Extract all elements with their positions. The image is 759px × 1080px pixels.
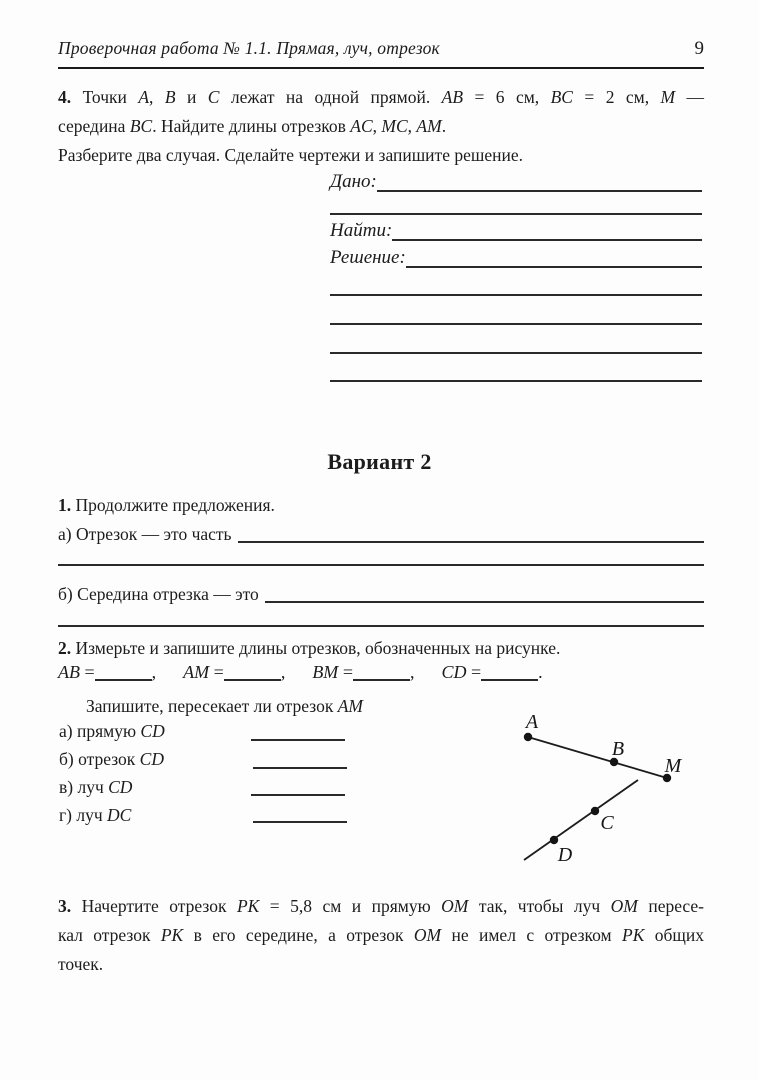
list-item-d: г) луч DC xyxy=(59,805,132,825)
point-b-label: B xyxy=(611,738,625,760)
problem-4 xyxy=(58,83,704,170)
answer-line xyxy=(238,541,704,543)
problem-4-line-3: Разберите два случая. Сделайте чертежи и запишите решение. xyxy=(58,145,523,165)
problem-4-number: 4. xyxy=(58,87,72,107)
point-c-label: C xyxy=(600,812,614,834)
measure-cd: CD = . xyxy=(441,662,543,682)
segment-am-line xyxy=(528,737,667,778)
answer-line xyxy=(330,325,702,354)
list-item-c: в) луч CD xyxy=(59,777,133,797)
answer-line xyxy=(330,296,702,325)
problem-4-line-1: 4. Точки A, B и C лежат на одной прямой. AB = 6 см, BC = 2 см, M — xyxy=(58,87,705,107)
problem-3-line-2: кал отрезок PK в его середине, а отрезок OM не имел с отрезком PK общих xyxy=(58,925,705,945)
answer-line xyxy=(251,794,345,796)
header-title: Проверочная работа № 1.1. Прямая, луч, отрезок xyxy=(58,38,440,58)
answer-line xyxy=(253,821,347,823)
answer-line xyxy=(58,564,704,566)
given-find-solution-block xyxy=(330,170,702,382)
problem-3-line-1: 3. Начертите отрезок PK = 5,8 см и прямую OM так, чтобы луч OM пересе- xyxy=(58,896,705,916)
find-row xyxy=(330,215,702,241)
problem-1-intro: 1. Продолжите предложения. xyxy=(58,495,275,515)
answer-line xyxy=(58,625,704,627)
answer-line xyxy=(253,767,347,769)
point-d-label: D xyxy=(557,844,573,866)
problem-2-number: 2. xyxy=(58,638,72,658)
list-item-b: б) отрезок CD xyxy=(59,749,164,769)
answer-line xyxy=(330,354,702,382)
answer-line xyxy=(330,268,702,296)
point-c-dot xyxy=(591,807,599,815)
point-a-label: A xyxy=(525,711,539,733)
point-a-dot xyxy=(524,733,532,741)
find-label: Найти: xyxy=(330,220,393,241)
problem-2-measure-row xyxy=(58,661,543,683)
page-header xyxy=(58,38,704,69)
problem-3-number: 3. xyxy=(58,896,72,916)
measure-am: AM = , xyxy=(183,662,286,682)
answer-line xyxy=(95,664,152,681)
measure-bm: BM = , xyxy=(312,662,415,682)
answer-line xyxy=(353,664,410,681)
problem-2-intro: 2. Измерьте и запишите длины отрезков, обозначенных на рисунке. xyxy=(58,638,561,658)
problem-1-number: 1. xyxy=(58,495,72,515)
answer-line xyxy=(251,739,345,741)
problem-3-line-3: точек. xyxy=(58,954,104,974)
answer-line xyxy=(481,664,538,681)
given-row xyxy=(330,170,702,192)
answer-line xyxy=(265,601,704,603)
answer-line xyxy=(330,192,702,215)
problem-3 xyxy=(58,892,704,979)
segments-figure xyxy=(455,698,725,878)
given-answer-line xyxy=(377,190,702,192)
given-label: Дано: xyxy=(330,171,377,192)
list-item-a: а) прямую CD xyxy=(59,721,165,741)
find-answer-line xyxy=(392,239,702,241)
measure-ab: AB = , xyxy=(58,662,157,682)
solution-answer-line xyxy=(406,266,702,268)
problem-4-line-2: середина BC. Найдите длины отрезков AC, MC, AM. xyxy=(58,116,447,136)
problem-1-item-b: б) Середина отрезка — это xyxy=(58,578,704,604)
variant-title: Вариант 2 xyxy=(327,449,432,474)
problem-1-item-a: а) Отрезок — это часть xyxy=(58,518,704,544)
answer-line xyxy=(224,664,281,681)
solution-label: Решение: xyxy=(330,247,406,268)
solution-row xyxy=(330,241,702,268)
segment-cd-line xyxy=(524,780,638,860)
point-d-dot xyxy=(550,836,558,844)
problem-2-sub-intro: Запишите, пересекает ли отрезок AM xyxy=(86,696,363,716)
point-m-label: M xyxy=(664,755,682,777)
page-number: 9 xyxy=(694,38,704,59)
